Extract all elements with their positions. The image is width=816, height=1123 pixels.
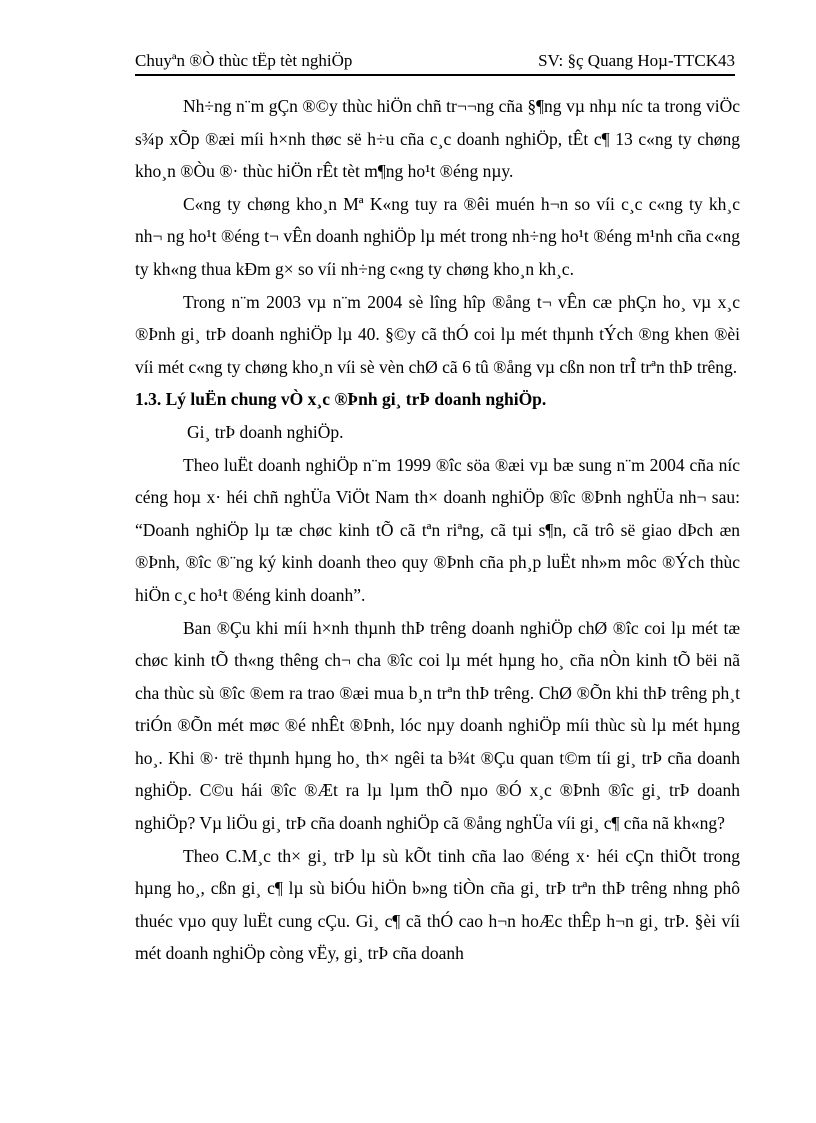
section-heading: 1.3. Lý luËn chung vÒ x¸c ®Þnh gi¸ trÞ doanh nghiÖp. (135, 389, 547, 410)
page-header (135, 48, 735, 76)
paragraph: Ban ®Çu khi míi h×nh thµnh thÞ trêng doanh nghiÖp chØ ®îc coi lµ mét tæ chøc kinh tÕ th«ng thêng ch¬ cha ®îc coi lµ mét hµng ho¸ cña nÒn kinh tÕ bëi nã cha thùc sù ®îc ®em ra trao ®æi mua b¸n trªn thÞ trêng. ChØ ®Õn khi thÞ trêng ph¸t triÓn ®Õn mét møc ®é nhÊt ®Þnh, lóc nµy doanh nghiÖp míi thùc sù lµ mét hµng ho¸. Khi ®· trë thµnh hµng ho¸ th× ngêi ta b¾t ®Çu quan t©m tíi gi¸ trÞ cña doanh nghiÖp. C©u hái ®îc ®Æt ra lµ lµm thÕ nµo ®Ó x¸c ®Þnh ®îc gi¸ trÞ doanh nghiÖp? Vµ liÖu gi¸ trÞ cña doanh nghiÖp cã ®ång nghÜa víi gi¸ c¶ cña nã kh«ng? (135, 617, 740, 834)
paragraph: Theo luËt doanh nghiÖp n¨m 1999 ®îc söa ®æi vµ bæ sung n¨m 2004 cña níc céng hoµ x· héi chñ nghÜa ViÖt Nam th× doanh nghiÖp ®îc ®Þnh nghÜa nh¬ sau: “Doanh nghiÖp lµ tæ chøc kinh tÕ cã tªn riªng, cã tµi s¶n, cã trô së giao dÞch æn ®Þnh, ®îc ®¨ng ký kinh doanh theo quy ®Þnh cña ph¸p luËt nh»m môc ®Ých thùc hiÖn c¸c ho¹t ®éng kinh doanh”. (135, 454, 740, 605)
paragraph: Trong n¨m 2003 vµ n¨m 2004 sè lîng hîp ®ång t¬ vÊn cæ phÇn ho¸ vµ x¸c ®Þnh gi¸ trÞ doanh nghiÖp lµ 40. §©y cã thÓ coi lµ mét thµnh tÝch ®ng khen ®èi víi mét c«ng ty chøng kho¸n víi sè vèn chØ cã 6 tû ®ång vµ cßn non trÎ trªn thÞ trêng. (135, 291, 740, 377)
paragraph: C«ng ty chøng kho¸n Mª K«ng tuy ra ®êi muén h¬n so víi c¸c c«ng ty kh¸c nh¬ ng ho¹t ®éng t¬ vÊn doanh nghiÖp lµ mét trong nh÷ng ho¹t ®éng m¹nh cña c«ng ty kh«ng thua kÐm g× so víi nh÷ng c«ng ty chøng kho¸n kh¸c. (135, 193, 740, 279)
header-author: SV: §ç Quang Hoµ-TTCK43 (538, 51, 735, 70)
header-title: Chuyªn ®Ò thùc tËp tèt nghiÖp (135, 51, 353, 70)
document-body (135, 90, 740, 970)
section-subheading: Gi¸ trÞ doanh nghiÖp. (187, 421, 344, 442)
paragraph: Theo C.M¸c th× gi¸ trÞ lµ sù kÕt tinh cña lao ®éng x· héi cÇn thiÕt trong hµng ho¸, cßn gi¸ c¶ lµ sù biÓu hiÖn b»ng tiÒn cña gi¸ trÞ trªn thÞ trêng nhng phô thuéc vµo quy luËt cung cÇu. Gi¸ c¶ cã thÓ cao h¬n hoÆc thÊp h¬n gi¸ trÞ. §èi víi mét doanh nghiÖp còng vËy, gi¸ trÞ cña doanh (135, 845, 740, 964)
paragraph: Nh÷ng n¨m gÇn ®©y thùc hiÖn chñ tr¬¬ng cña §¶ng vµ nhµ níc ta trong viÖc s¾p xÕp ®æi míi h×nh thøc së h÷u cña c¸c doanh nghiÖp, tÊt c¶ 13 c«ng ty chøng kho¸n ®Òu ®· thùc hiÖn rÊt tèt m¶ng ho¹t ®éng nµy. (135, 96, 740, 182)
